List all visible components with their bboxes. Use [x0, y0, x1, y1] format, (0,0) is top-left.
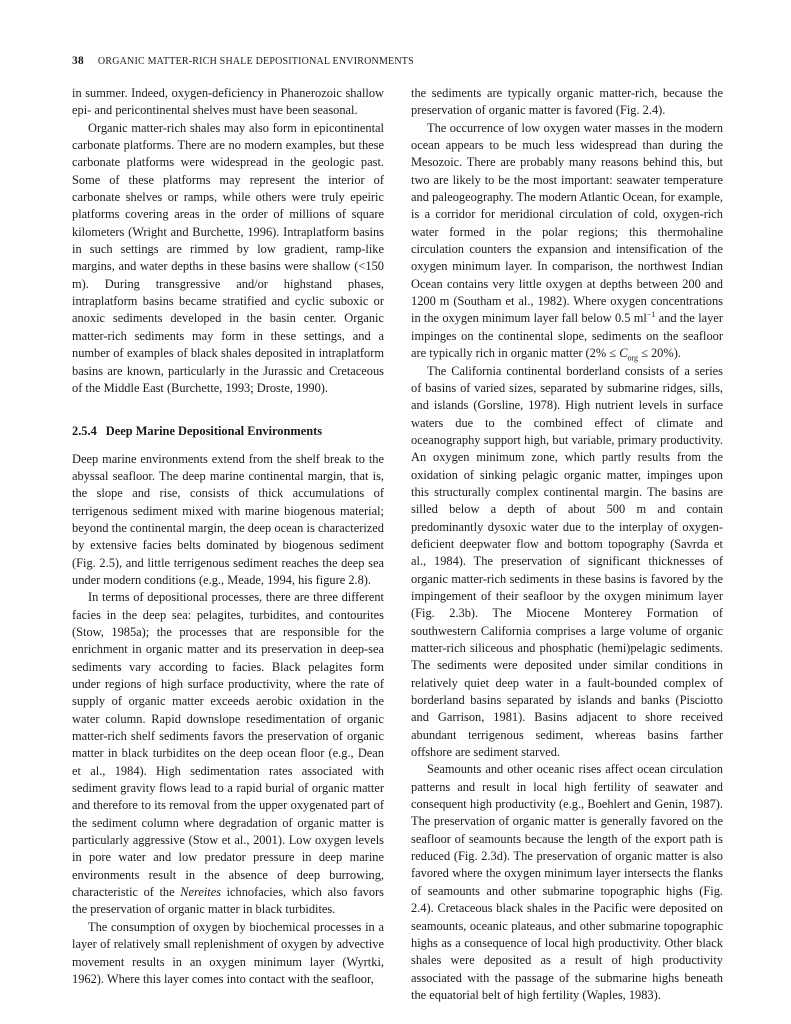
paragraph: In terms of depositional processes, there are three different facies in the deep sea: pelagites, turbidites, and contourites (Stow, 1985a); the processes that are responsible for the enrichment in organic matter and its preservation in deep-sea sediments vary according to facies. Black pelagites form under regions of high surface productivity, where the rate of supply of organic matter exceeds aerobic oxidation in the water column. Rapid downslope resedimentation of organic matter-rich shelf sediments favors the preservation of organic matter in black turbidites on the deep ocean floor (e.g., Dean et al., 1984). High sedimentation rates associated with sediment gravity flows lead to a rapid burial of organic matter and therefore to its removal from the upper oxygenated part of the sediment column where degradation of organic matter is particularly aggressive (Stow et al., 2001). Low oxygen levels in pore water and low predator pressure in deep marine environments result in the absence of deep burrowing, characteristic of the Nereites ichnofacies, which also favors the preservation of organic matter in black turbidites. — [72, 590, 384, 917]
paragraph: in summer. Indeed, oxygen-deficiency in Phanerozoic shallow epi- and pericontinental shelves must have been seasonal. — [72, 86, 384, 118]
paragraph: Organic matter-rich shales may also form in epicontinental carbonate platforms. There are no modern examples, but these carbonate platforms were widespread in the geologic past. Some of these platforms may represent the interior of carbonate shelves or ramps, while others were truly epeiric platforms covering areas in the order of millions of square kilometers (Wright and Burchette, 1996). Intraplatform basins in such settings are rimmed by low gradient, ramp-like margins, and water depths in these basins were shallow (<150 m). During transgressive and/or highstand phases, intraplatform basins became stratified and cyclic suboxic or anoxic sediments developed in the basin center. Organic matter-rich sediments may form in these settings, and a number of examples of black shales deposited in intraplatform basins are known, particularly in the Jurassic and Cretaceous of the Middle East (Burchette, 1993; Droste, 1990). — [72, 120, 384, 395]
paragraph: Deep marine environments extend from the shelf break to the abyssal seafloor. The deep marine continental margin, that is, the slope and rise, consists of thick accumulations of terrigenous sediment mixed with marine biogenous material; beyond the continental margin, the deep ocean is characterized by extensive facies belts dominated by biogenous sediment (Fig. 2.5), and little terrigenous sediment reaches the deep sea under modern conditions (e.g., Meade, 1994, his figure 2.8). — [72, 451, 384, 587]
paragraph: The occurrence of low oxygen water masses in the modern ocean appears to be much less widespread than during the Mesozoic. There are probably many reasons behind this, but two are likely to be the most important: seawater temperature and paleogeography. The modern Atlantic Ocean, for example, is a corridor for meridional circulation of cold, oxygen-rich water formed in the polar regions; this thermohaline circulation counters the expansion and intensification of the oxygen minimum layer. In comparison, the northwest Indian Ocean contains very little oxygen at depths between 200 and 1200 m (Southam et al., 1982). Where oxygen concentrations in the oxygen minimum layer fall below 0.5 $ml^{-1}$ and the layer impinges on the continental slope, sediments on the seafloor are typically rich in organic matter $(2\% \le C_{org} \le 20\%)$. — [411, 120, 723, 363]
italic-symbol: C — [619, 346, 628, 361]
italic-term: Nereites — [180, 885, 222, 900]
paragraph: the sediments are typically organic matter-rich, because the preservation of organic matter is favored (Fig. 2.4). — [411, 86, 723, 118]
paragraph: The California continental borderland consists of a series of basins of varied sizes, separated by submarine ridges, sills, and islands (Gorsline, 1978). High nutrient levels in surface waters due to the combined effect of climate and oceanography support high, but variable, primary productivity. An oxygen minimum zone, which partly results from the oxidation of sinking pelagic organic matter, impinges upon this structurally complex continental margin. The basins are silled below a depth of about 500 m and contain predominantly dysoxic water due to the interplay of oxygen-deficient deepwater flow and bottom topography (Savrda et al., 1984). The preservation of significant thicknesses of organic matter-rich sediments in these basins is favored by the impingement of their seafloor by the oxygen minimum layer (Fig. 2.3b). The Miocene Monterey Formation of southwestern California comprises a large volume of organic matter-rich siliceous and phosphatic (hemi)pelagic sediments. The sediments were deposited under similar conditions in relatively quiet deep water in a fault-bounded complex of borderland basins separated by islands and banks (Pisciotto and Garrison, 1981). Basins adjacent to shore received abundant terrigenous sediment, whereas basins farther offshore are sediment starved. — [411, 363, 723, 760]
superscript: −1 — [646, 310, 656, 320]
left-column — [72, 85, 384, 988]
section-heading — [72, 423, 384, 440]
section-title: Deep Marine Depositional Environments — [105, 424, 323, 439]
page-number: 38 — [72, 55, 84, 67]
right-column — [411, 85, 723, 1004]
paragraph: The consumption of oxygen by biochemical processes in a layer of relatively small replenishment of oxygen by advective movement results in an oxygen minimum layer (Wyrtki, 1962). Where this layer comes into contact with the seafloor, — [72, 919, 384, 986]
running-title: ORGANIC MATTER-RICH SHALE DEPOSITIONAL ENVIRONMENTS — [97, 56, 414, 67]
paragraph: Seamounts and other oceanic rises affect ocean circulation patterns and result in local high fertility of seawater and consequent high productivity (e.g., Boehlert and Genin, 1987). The preservation of organic matter is generally favored on the seafloor of seamounts because the length of the export path is reduced (Fig. 2.3d). The preservation of organic matter is also favored where the oxygen minimum layer intersects the flanks of seamounts and other submarine topographic highs (Fig. 2.4). Cretaceous black shales in the Pacific were deposited on seamounts, oceanic plateaus, and other submarine topographic highs as a consequence of local high productivity. Other black shales were deposited as a result of high productivity associated with the passage of the submarine highs beneath the equatorial belt of high fertility (Waples, 1983). — [411, 762, 723, 1002]
subscript: org — [627, 353, 638, 363]
section-number: 2.5.4 — [72, 424, 97, 439]
running-head — [72, 55, 414, 67]
